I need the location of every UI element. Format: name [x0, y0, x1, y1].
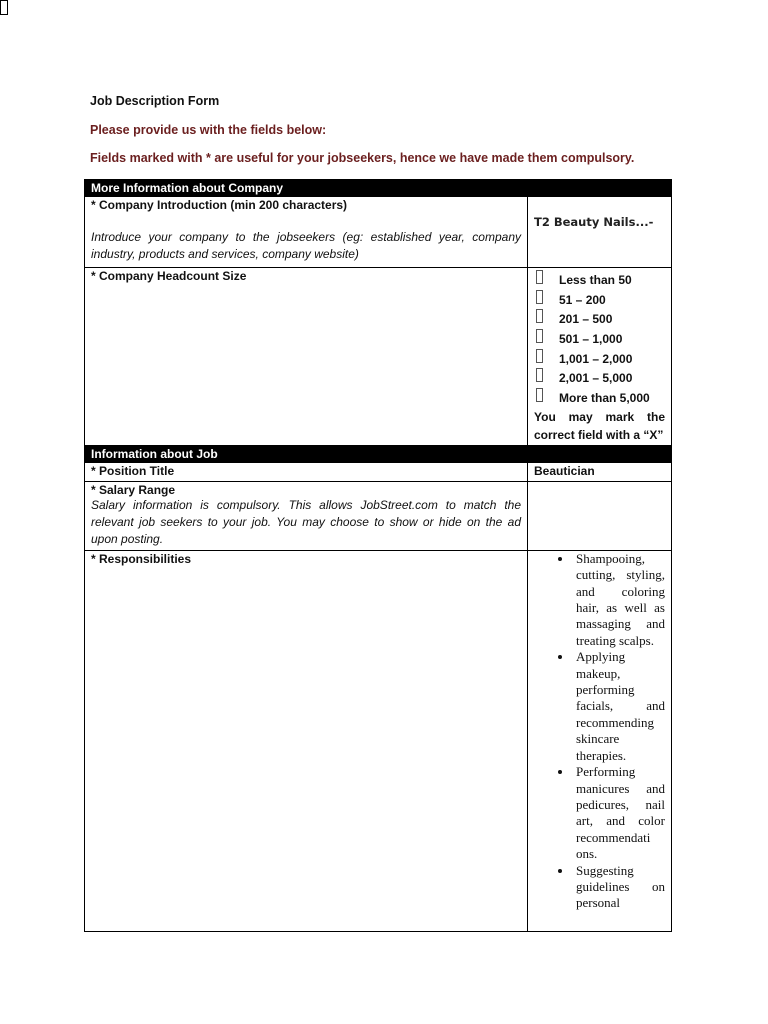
responsibilities-label: * Responsibilities — [91, 551, 192, 566]
intro-instruction: Please provide us with the fields below: — [90, 123, 327, 137]
headcount-option[interactable]: 2,001 – 5,000 — [534, 368, 665, 388]
headcount-option[interactable]: More than 5,000 — [534, 388, 665, 408]
salary-label: * Salary Range — [91, 482, 176, 497]
job-description-table — [84, 179, 672, 932]
company-intro-hint: Introduce your company to the jobseekers (eg: established year, company industry, products and services, company website) — [91, 230, 521, 261]
responsibilities-row — [85, 550, 672, 931]
position-title-value: Beautician — [534, 463, 595, 478]
list-item: • Shampooing, cutting, styling, and coloring hair, as well as massaging and treating scalps. — [573, 551, 665, 649]
position-title-label: * Position Title — [91, 463, 175, 478]
responsibilities-list — [528, 551, 665, 912]
headcount-option[interactable]: 501 – 1,000 — [534, 329, 665, 349]
headcount-option[interactable]: Less than 50 — [534, 270, 665, 290]
checkbox-icon[interactable] — [536, 388, 543, 402]
headcount-instruction: correct field with a “X” — [534, 427, 664, 442]
headcount-label: * Company Headcount Size — [91, 269, 247, 283]
intro-compulsory-note: Fields marked with * are useful for your jobseekers, hence we have made them compulsory. — [90, 151, 635, 165]
document-title: Job Description Form — [90, 94, 220, 108]
section-header-company: More Information about Company — [85, 180, 672, 197]
responsibilities-field[interactable] — [528, 550, 672, 931]
missing-glyph-box — [0, 0, 8, 15]
checkbox-icon[interactable] — [536, 349, 543, 363]
list-item: • Suggesting guidelines on personal — [573, 863, 665, 912]
salary-hint: Salary information is compulsory. This allows JobStreet.com to match the relevant job seekers to your job. You may choose to show or hide on the ad upon posting. — [91, 497, 521, 546]
company-intro-row — [85, 197, 672, 268]
position-title-field[interactable] — [528, 462, 672, 481]
checkbox-icon[interactable] — [536, 270, 543, 284]
headcount-option[interactable]: 1,001 – 2,000 — [534, 349, 665, 369]
position-title-row — [85, 462, 672, 481]
salary-row — [85, 481, 672, 550]
company-intro-label: * Company Introduction (min 200 characters) — [91, 198, 348, 212]
list-item: • Applying makeup, performing facials, and recommending skincare therapies. — [573, 649, 665, 764]
checkbox-icon[interactable] — [536, 290, 543, 304]
checkbox-icon[interactable] — [536, 329, 543, 343]
section-header-job: Information about Job — [85, 445, 672, 462]
headcount-row — [85, 268, 672, 446]
company-intro-value: T2 Beauty Nails...- — [534, 215, 654, 229]
checkbox-icon[interactable] — [536, 368, 543, 382]
checkbox-icon[interactable] — [536, 309, 543, 323]
headcount-option[interactable]: 201 – 500 — [534, 309, 665, 329]
headcount-option[interactable]: 51 – 200 — [534, 290, 665, 310]
list-item: • Performing manicures and pedicures, nail art, and color recommendati ons. — [573, 764, 665, 862]
headcount-options — [528, 268, 672, 446]
salary-field[interactable] — [528, 481, 672, 550]
company-intro-field[interactable] — [528, 197, 672, 268]
headcount-instruction: You may mark the — [534, 409, 665, 424]
